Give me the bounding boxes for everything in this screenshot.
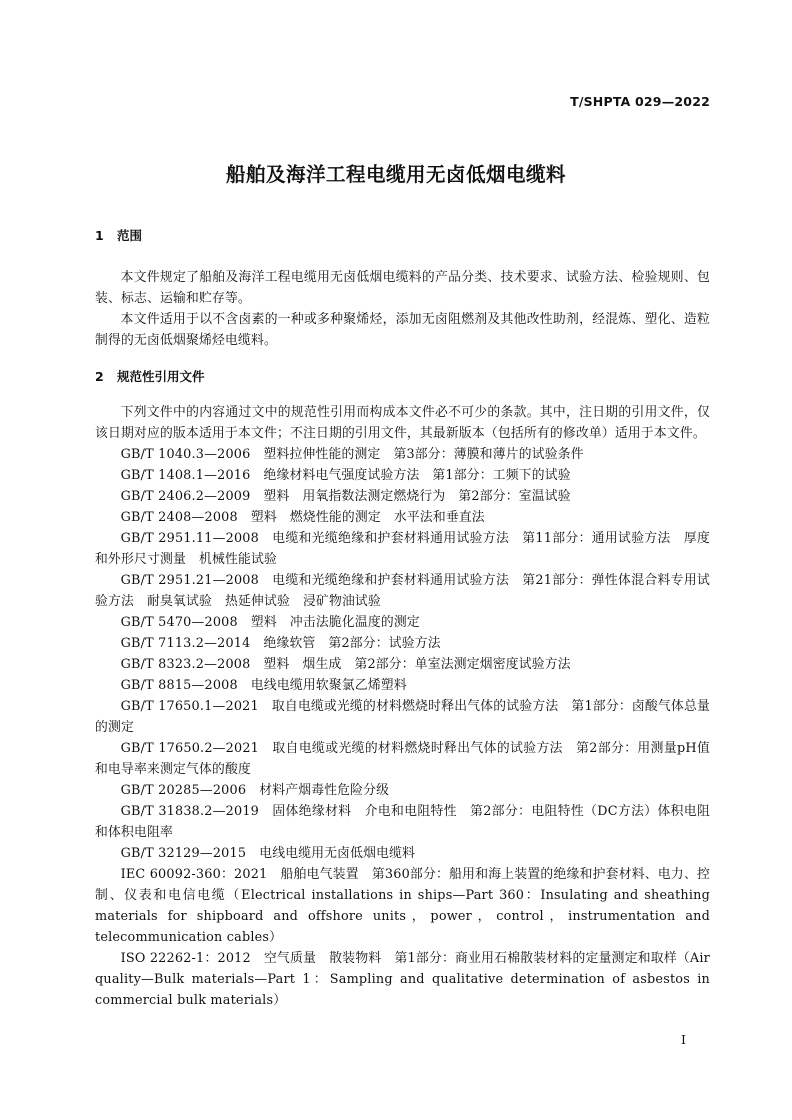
reference-item: GB/T 2951.11—2008 电缆和光缆绝缘和护套材料通用试验方法 第11部分：通用试验方法 厚度和外形尺寸测量 机械性能试验 — [95, 531, 710, 567]
reference-item: GB/T 17650.2—2021 取自电缆或光缆的材料燃烧时释出气体的试验方法 第2部分：用测量pH值和电导率来测定气体的酸度 — [95, 741, 710, 777]
reference-item: GB/T 1040.3—2006 塑料拉伸性能的测定 第3部分：薄膜和薄片的试验条件 — [120, 447, 584, 462]
reference-item: ISO 22262-1：2012 空气质量 散装物料 第1部分：商业用石棉散装材料的定量测定和取样（Air quality—Bulk materials—Part 1：Sampling and qualitative determination of asbestos in commercial bulk materials） — [95, 951, 710, 1008]
reference-item: GB/T 2951.21—2008 电缆和光缆绝缘和护套材料通用试验方法 第21部分：弹性体混合料专用试验方法 耐臭氧试验 热延伸试验 浸矿物油试验 — [95, 573, 710, 609]
section-number: 2 — [95, 369, 104, 384]
reference-item: GB/T 5470—2008 塑料 冲击法脆化温度的测定 — [120, 615, 420, 630]
section-title: 规范性引用文件 — [117, 369, 205, 384]
reference-item: IEC 60092-360：2021 船舶电气装置 第360部分：船用和海上装置的绝缘和护套材料、电力、控制、仪表和电信电缆（Electrical installations in ships—Part 360：Insulating and sheathing materials for shipboard and offshore units，power，control，instrumentation and telecommunication cables） — [95, 867, 710, 945]
reference-item: GB/T 7113.2—2014 绝缘软管 第2部分：试验方法 — [120, 636, 441, 651]
reference-item: GB/T 20285—2006 材料产烟毒性危险分级 — [120, 783, 390, 798]
document-body — [95, 226, 710, 1011]
section-title: 范围 — [117, 228, 143, 243]
reference-item: GB/T 2408—2008 塑料 燃烧性能的测定 水平法和垂直法 — [120, 510, 485, 525]
reference-item: GB/T 31838.2—2019 固体绝缘材料 介电和电阻特性 第2部分：电阻特性（DC方法）体积电阻和体积电阻率 — [95, 804, 710, 840]
reference-list — [95, 444, 710, 1011]
page-number: I — [681, 1032, 686, 1047]
section-heading-scope — [95, 226, 710, 246]
reference-item: GB/T 2406.2—2009 塑料 用氧指数法测定燃烧行为 第2部分：室温试验 — [120, 489, 571, 504]
reference-item: GB/T 17650.1—2021 取自电缆或光缆的材料燃烧时释出气体的试验方法 第1部分：卤酸气体总量的测定 — [95, 699, 710, 735]
reference-item: GB/T 32129—2015 电线电缆用无卤低烟电缆料 — [120, 846, 416, 861]
references-intro: 下列文件中的内容通过文中的规范性引用而构成本文件必不可少的条款。其中，注日期的引用文件，仅该日期对应的版本适用于本文件；不注日期的引用文件，其最新版本（包括所有的修改单）适用于本文件。 — [95, 405, 710, 441]
scope-paragraph: 本文件规定了船舶及海洋工程电缆用无卤低烟电缆料的产品分类、技术要求、试验方法、检验规则、包装、标志、运输和贮存等。 — [95, 270, 710, 306]
reference-item: GB/T 8323.2—2008 塑料 烟生成 第2部分：单室法测定烟密度试验方法 — [120, 657, 571, 672]
reference-item: GB/T 8815—2008 电线电缆用软聚氯乙烯塑料 — [120, 678, 407, 693]
standard-code: T/SHPTA 029—2022 — [570, 94, 710, 109]
section-heading-normative-references — [95, 367, 710, 387]
document-title: 船舶及海洋工程电缆用无卤低烟电缆料 — [225, 163, 566, 186]
scope-paragraph: 本文件适用于以不含卤素的一种或多种聚烯烃，添加无卤阻燃剂及其他改性助剂，经混炼、塑化、造粒制得的无卤低烟聚烯烃电缆料。 — [95, 312, 710, 348]
reference-item: GB/T 1408.1—2016 绝缘材料电气强度试验方法 第1部分：工频下的试验 — [120, 468, 571, 483]
section-number: 1 — [95, 228, 104, 243]
